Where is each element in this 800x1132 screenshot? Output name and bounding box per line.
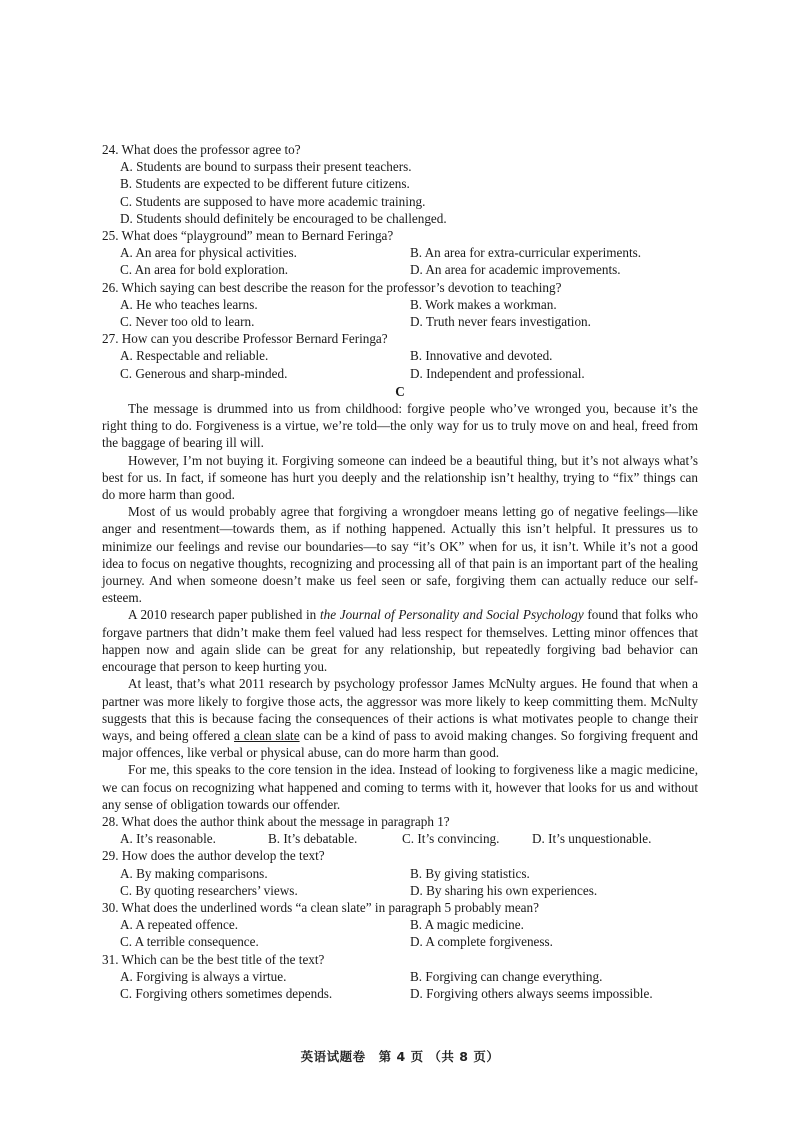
paragraph-5: At least, that’s what 2011 research by psychology professor James McNulty argues. He found that when a partner was more likely to forgive those acts, the aggressor was more likely to keep committing them. McNulty suggests that this is because facing the consequences of their actions is what motivates people to change their ways, and being offered a clean slate can be a kind of pass to avoid making changes. So forgiving frequent and major offences, like verbal or physical abuse, can do more harm than good. [102,676,698,761]
option-c: C. Never too old to learn. [120,314,255,330]
question-26 [102,279,698,331]
option-b: B. It’s debatable. [268,831,358,847]
option-c: C. By quoting researchers’ views. [120,882,298,898]
question-stem: 25. What does “playground” mean to Bernard Feringa? [102,228,394,244]
option-b: B. Innovative and devoted. [410,348,553,364]
option-a: A. It’s reasonable. [120,831,216,847]
paragraph-6: For me, this speaks to the core tension in the idea. Instead of looking to forgiveness like a magic medicine, we can focus on recognizing what happened and coming to terms with it, however that looks for us and without any sense of obligation towards our offender. [102,762,698,812]
option-b: B. Students are expected to be different future citizens. [120,176,410,192]
option-c: C. Forgiving others sometimes depends. [120,985,333,1001]
option-d: D. It’s unquestionable. [532,831,652,847]
option-c: C. Generous and sharp-minded. [120,365,288,381]
paragraph-1: The message is drummed into us from childhood: forgive people who’ve wronged you, because it’s the right thing to do. Forgiveness is a virtue, we’re told—the only way for us to truly move on and heal, freed from the baggage of bearing ill will. [102,401,698,451]
option-c: C. It’s convincing. [402,831,500,847]
option-d: D. Forgiving others always seems impossible. [410,985,653,1001]
option-b: B. An area for extra-curricular experiments. [410,245,642,261]
option-a: A. A repeated offence. [120,917,239,933]
question-stem: 29. How does the author develop the text? [102,848,325,864]
question-25 [102,227,698,279]
option-d: D. By sharing his own experiences. [410,882,598,898]
underlined-phrase: a clean slate [234,727,300,743]
question-24 [102,141,698,227]
paragraph-3: Most of us would probably agree that forgiving a wrongdoer means letting go of negative feelings—like anger and resentment—towards them, as if nothing happened. Actually this isn’t helpful. It pressures us to minimize our feelings and revise our boundaries—to say “it’s OK” when for us, it isn’t. While it’s not a good idea to focus on negative thoughts, recognizing and processing all of that pain is an important part of the healing journey. And when someone doesn’t make us feel seen or safe, forgiving them can actually reduce our self-esteem. [102,504,698,606]
section-heading: C [395,383,405,399]
option-a: A. Respectable and reliable. [120,348,269,364]
question-29 [102,847,698,899]
option-b: B. By giving statistics. [410,865,530,881]
option-b: B. A magic medicine. [410,917,524,933]
question-stem: 26. Which saying can best describe the reason for the professor’s devotion to teaching? [102,279,562,295]
paragraph-4: A 2010 research paper published in the Journal of Personality and Social Psychology found that folks who forgave partners that didn’t make them feel valued had less respect for themselves. Letting minor offences that happen now and again slide can be great for any relationship, but repeatedly forgiving bad behavior can encourage that person to keep hurting you. [102,607,698,675]
option-b: B. Work makes a workman. [410,296,557,312]
question-stem: 24. What does the professor agree to? [102,142,301,157]
option-b: B. Forgiving can change everything. [410,968,603,984]
option-d: D. Truth never fears investigation. [410,314,591,330]
passage-c [102,400,698,813]
paragraph-2: However, I’m not buying it. Forgiving someone can indeed be a beautiful thing, but it’s not always what’s best for us. In fact, if someone has hurt you deeply and the relationship isn’t healthy, trying to “fix” things can do more harm than good. [102,452,698,503]
option-d: D. An area for academic improvements. [410,262,621,278]
question-stem: 30. What does the underlined words “a clean slate” in paragraph 5 probably mean? [102,899,539,915]
option-a: A. He who teaches learns. [120,296,258,312]
question-stem: 27. How can you describe Professor Bernard Feringa? [102,331,388,347]
question-stem: 31. Which can be the best title of the text? [102,951,325,967]
option-a: A. An area for physical activities. [120,245,297,261]
question-30 [102,899,698,951]
question-stem: 28. What does the author think about the message in paragraph 1? [102,813,450,829]
option-c: C. An area for bold exploration. [120,262,289,278]
page-footer: 英语试题卷 第 4 页 （共 8 页） [300,1049,500,1064]
journal-title: the Journal of Personality and Social Psychology [319,607,584,623]
option-a: A. By making comparisons. [120,865,268,881]
option-c: C. A terrible consequence. [120,934,259,950]
question-31 [102,951,698,1003]
option-d: D. Students should definitely be encouraged to be challenged. [120,210,447,226]
option-a: A. Forgiving is always a virtue. [120,968,287,984]
question-27 [102,330,698,382]
option-d: D. A complete forgiveness. [410,934,553,950]
question-28 [102,813,698,847]
option-c: C. Students are supposed to have more academic training. [120,193,426,209]
option-d: D. Independent and professional. [410,365,585,381]
exam-page [102,141,698,1002]
option-a: A. Students are bound to surpass their present teachers. [120,159,412,175]
